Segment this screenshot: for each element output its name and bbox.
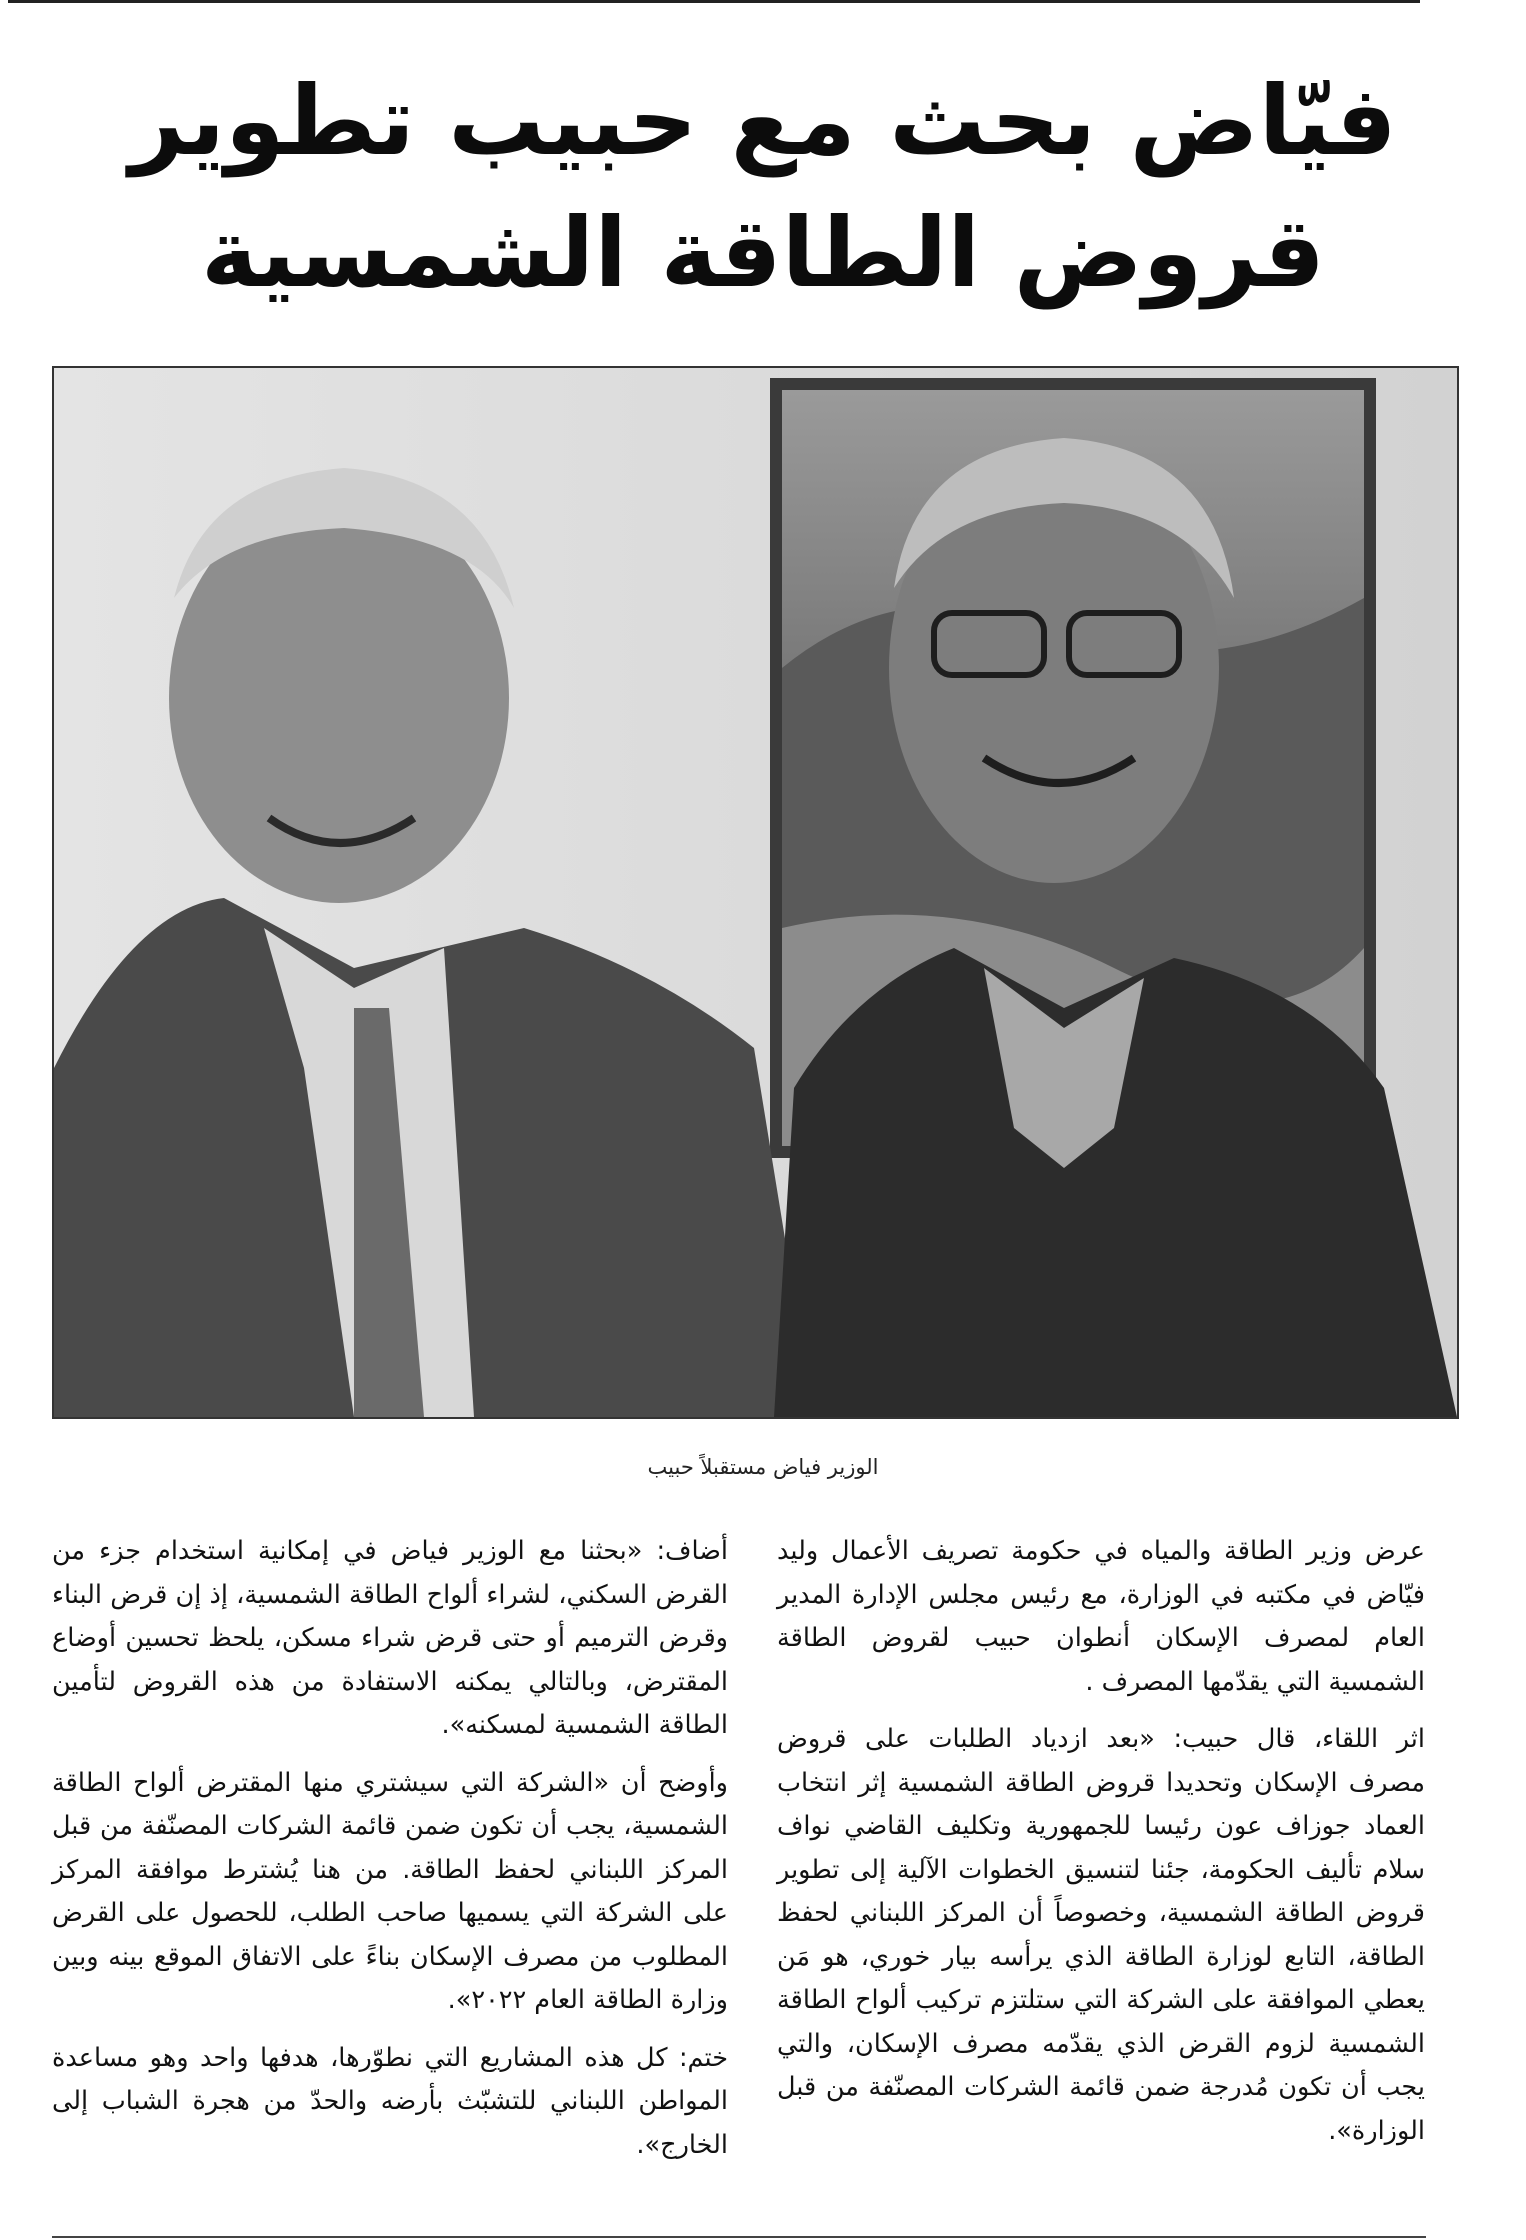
bottom-rule: [52, 2236, 1426, 2238]
headline-line-1: فيّاض بحث مع حبيب تطوير: [129, 65, 1397, 177]
paragraph: اثر اللقاء، قال حبيب: «بعد ازدياد الطلبات على قروض مصرف الإسكان وتحديدا قروض الطاقة الشمسية إثر انتخاب العماد جوزاف عون رئيسا للجمهورية وتكليف القاضي نواف سلام تأليف الحكومة، جئنا لتنسيق الخطوات الآلية إلى تطوير قروض الطاقة الشمسية، وخصوصاً أن المركز اللبناني لحفظ الطاقة، التابع لوزارة الطاقة الذي يرأسه بيار خوري، هو مَن يعطي الموافقة على الشركة التي ستلتزم تركيب ألواح الطاقة الشمسية لزوم القرض الذي يقدّمه مصرف الإسكان، والتي يجب أن تكون مُدرجة ضمن قائمة الشركات المصنّفة من قبل الوزارة».: [777, 1724, 1425, 2146]
photo-caption: الوزير فياض مستقبلاً حبيب: [647, 1455, 879, 1479]
article-photo: [52, 366, 1459, 1419]
article-column-left: [52, 1530, 728, 2181]
paragraph: أضاف: «بحثنا مع الوزير فياض في إمكانية استخدام جزء من القرض السكني، لشراء ألواح الطاقة الشمسية، إذ إن قرض البناء وقرض الترميم أو حتى قرض شراء مسكن، يلحظ تحسين أوضاع المقترض، وبالتالي يمكنه الاستفادة من هذه القروض لتأمين الطاقة الشمسية لمسكنه».: [52, 1536, 728, 1740]
photo-illustration: [54, 368, 1457, 1417]
top-rule: [8, 0, 1420, 3]
headline: [0, 55, 1526, 319]
article-column-right: [777, 1530, 1425, 2167]
paragraph: ختم: كل هذه المشاريع التي نطوّرها، هدفها واحد وهو مساعدة المواطن اللبناني للتشبّث بأرضه والحدّ من هجرة الشباب إلى الخارج».: [52, 2042, 728, 2160]
paragraph: وأوضح أن «الشركة التي سيشتري منها المقترض ألواح الطاقة الشمسية، يجب أن تكون ضمن قائمة الشركات المصنّفة من قبل المركز اللبناني لحفظ الطاقة. من هنا يُشترط موافقة المركز على الشركة التي يسميها صاحب الطلب، للحصول على القرض المطلوب من مصرف الإسكان بناءً على الاتفاق الموقع بينه وبين وزارة الطاقة العام ٢٠٢٢».: [52, 1767, 728, 2015]
headline-line-2: قروض الطاقة الشمسية: [201, 197, 1325, 309]
paragraph: عرض وزير الطاقة والمياه في حكومة تصريف الأعمال وليد فيّاض في مكتبه في الوزارة، مع رئيس مجلس الإدارة المدير العام لمصرف الإسكان أنطوان حبيب لقروض الطاقة الشمسية التي يقدّمها المصرف .: [777, 1536, 1425, 1697]
